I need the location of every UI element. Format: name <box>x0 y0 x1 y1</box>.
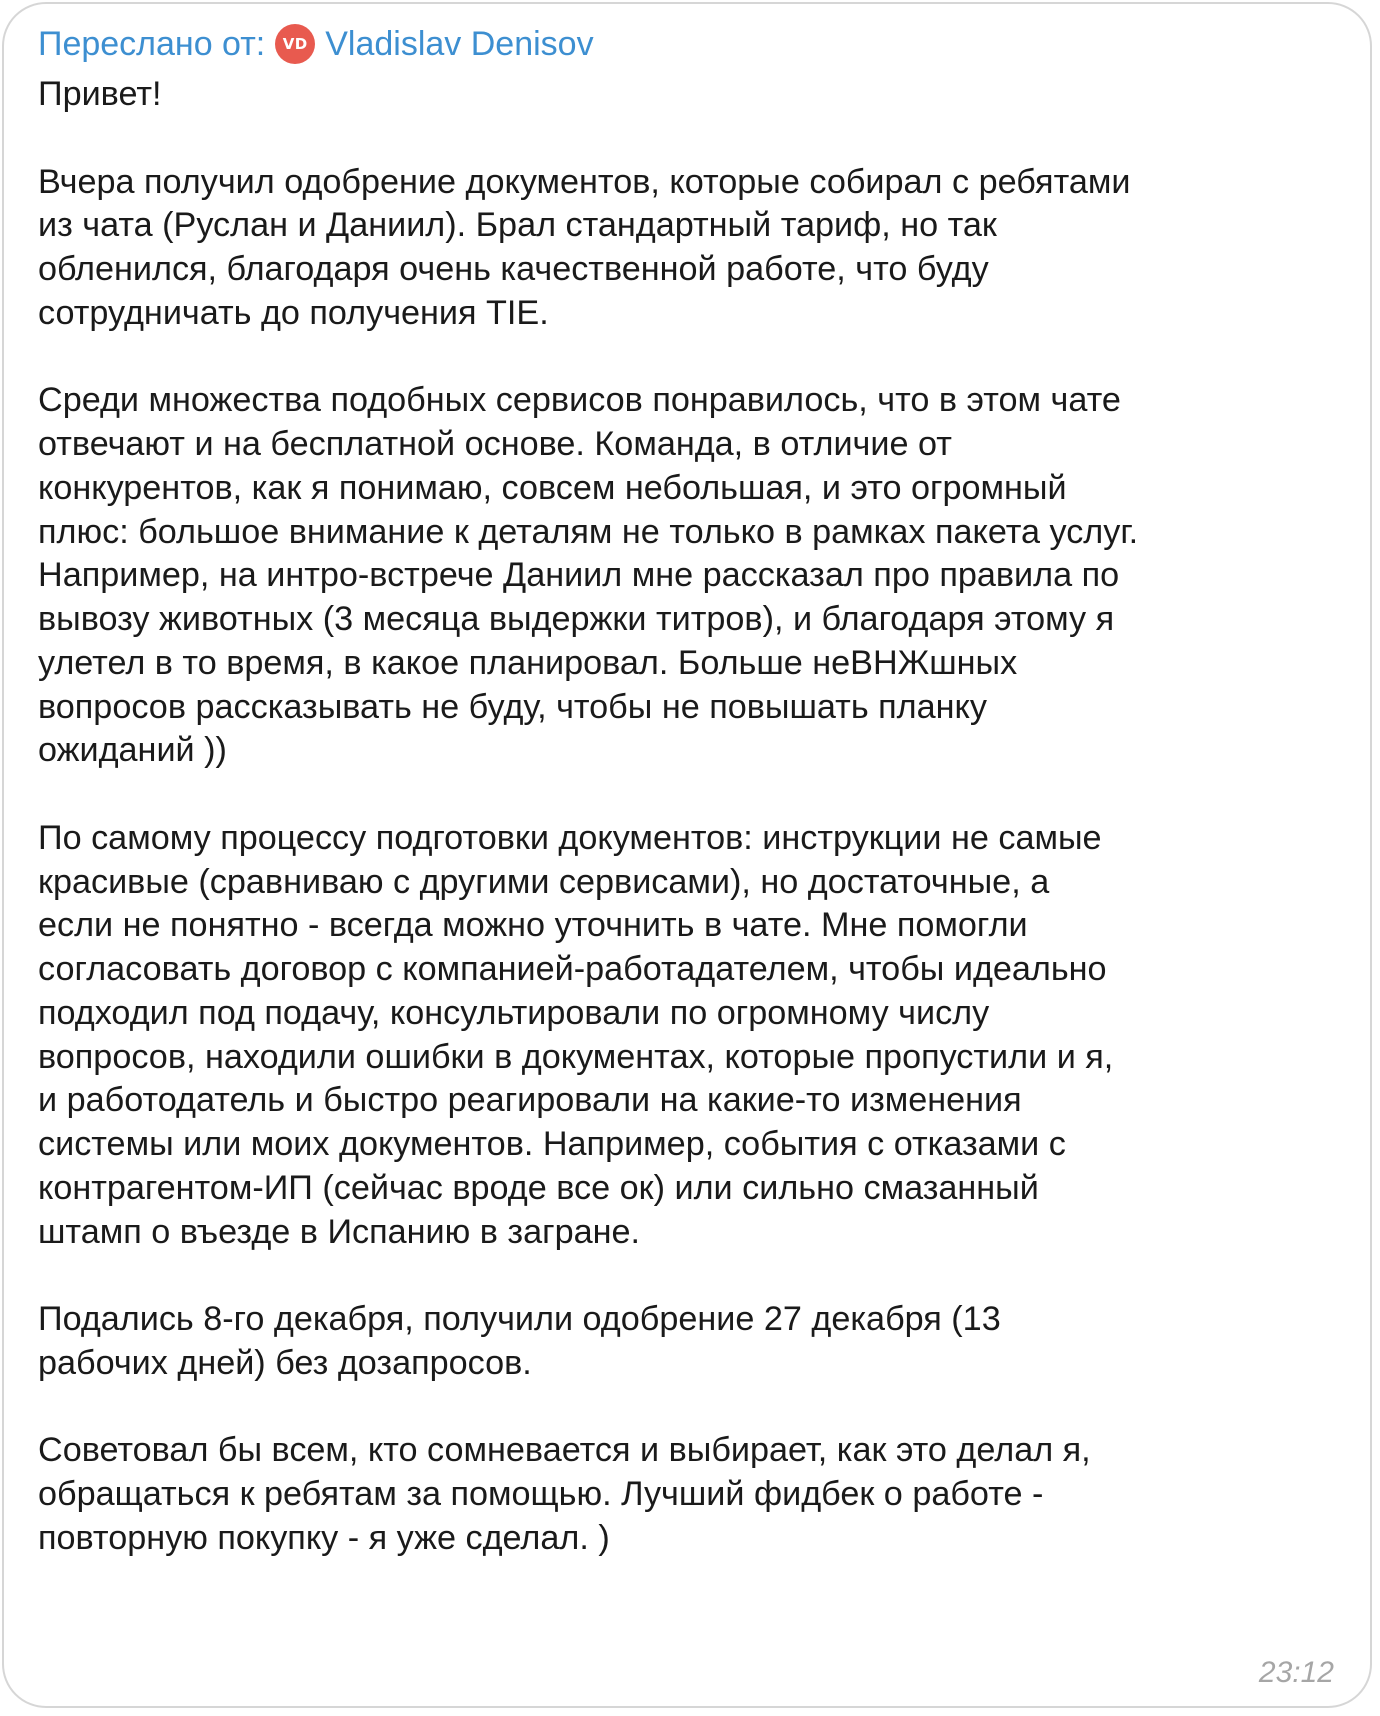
text-line: рабочих дней) без дозапросов. <box>38 1343 532 1382</box>
paragraph-gap <box>38 117 1358 161</box>
text-line: если не понятно - всегда можно уточнить в чате. Мне помогли <box>38 906 1028 945</box>
paragraph-gap <box>38 1386 1358 1430</box>
text-line: отвечают и на бесплатной основе. Команда, в отличие от <box>38 425 952 463</box>
paragraph-gap <box>38 1254 1358 1298</box>
text-line: Например, на интро-встрече Даниил мне рассказал про правила по <box>38 556 1120 595</box>
paragraph-1 <box>38 161 1358 336</box>
text-line: обращаться к ребятам за помощью. Лучший фидбек о работе - <box>38 1475 1044 1513</box>
text-line: Советовал бы всем, кто сомневается и выбирает, как это делал я, <box>38 1431 1091 1470</box>
text-line: обленился, благодаря очень качественной работе, что буду <box>38 250 989 288</box>
text-line: согласовать договор с компанией-работадателем, чтобы идеально <box>38 950 1107 988</box>
author-avatar[interactable]: VD <box>275 24 315 64</box>
text-line: вывозу животных (3 месяца выдержки титров), и благодаря этому я <box>38 600 1115 638</box>
forwarded-header <box>38 18 594 70</box>
text-line: вопросов рассказывать не буду, чтобы не повышать планку <box>38 687 987 726</box>
text-line: улетел в то время, в какое планировал. Больше неВНЖшных <box>38 643 1018 682</box>
message-timestamp: 23:12 <box>1258 1656 1334 1689</box>
text-line: конкурентов, как я понимаю, совсем небольшая, и это огромный <box>38 468 1067 507</box>
paragraph-3 <box>38 817 1358 1255</box>
text-line: и работодатель и быстро реагировали на какие-то изменения <box>38 1081 1022 1120</box>
text-line: повторную покупку - я уже сделал. ) <box>38 1518 610 1557</box>
forwarded-prefix: Переслано от: <box>38 24 266 63</box>
paragraph-gap <box>38 336 1358 380</box>
text-line: вопросов, находили ошибки в документах, которые пропустили и я, <box>38 1037 1114 1076</box>
text-line: плюс: большое внимание к деталям не только в рамках пакета услуг. <box>38 512 1139 551</box>
message-text <box>38 73 1358 1561</box>
paragraph-gap <box>38 773 1358 817</box>
text-line: контрагентом-ИП (сейчас вроде все ок) или сильно смазанный <box>38 1168 1039 1207</box>
text-line: сотрудничать до получения TIE. <box>38 293 549 332</box>
forwarded-author-link[interactable]: Vladislav Denisov <box>325 24 594 63</box>
text-line: По самому процессу подготовки документов: инструкции не самые <box>38 818 1102 857</box>
text-line: подходил под подачу, консультировали по огромному числу <box>38 993 990 1032</box>
paragraph-4 <box>38 1298 1358 1386</box>
text-line: ожиданий )) <box>38 731 227 770</box>
text-line: штамп о въезде в Испанию в загране. <box>38 1212 640 1251</box>
message-greeting: Привет! <box>38 75 162 113</box>
paragraph-2 <box>38 379 1358 773</box>
text-line: Среди множества подобных сервисов понравилось, что в этом чате <box>38 381 1121 420</box>
text-line: системы или моих документов. Например, события с отказами с <box>38 1125 1066 1163</box>
text-line: красивые (сравниваю с другими сервисами), но достаточные, а <box>38 862 1050 901</box>
paragraph-5 <box>38 1429 1358 1560</box>
text-line: Вчера получил одобрение документов, которые собирал с ребятами <box>38 162 1131 201</box>
text-line: из чата (Руслан и Даниил). Брал стандартный тариф, но так <box>38 206 997 245</box>
text-line: Подались 8-го декабря, получили одобрение 27 декабря (13 <box>38 1300 1001 1338</box>
message-bubble[interactable] <box>2 2 1372 1708</box>
